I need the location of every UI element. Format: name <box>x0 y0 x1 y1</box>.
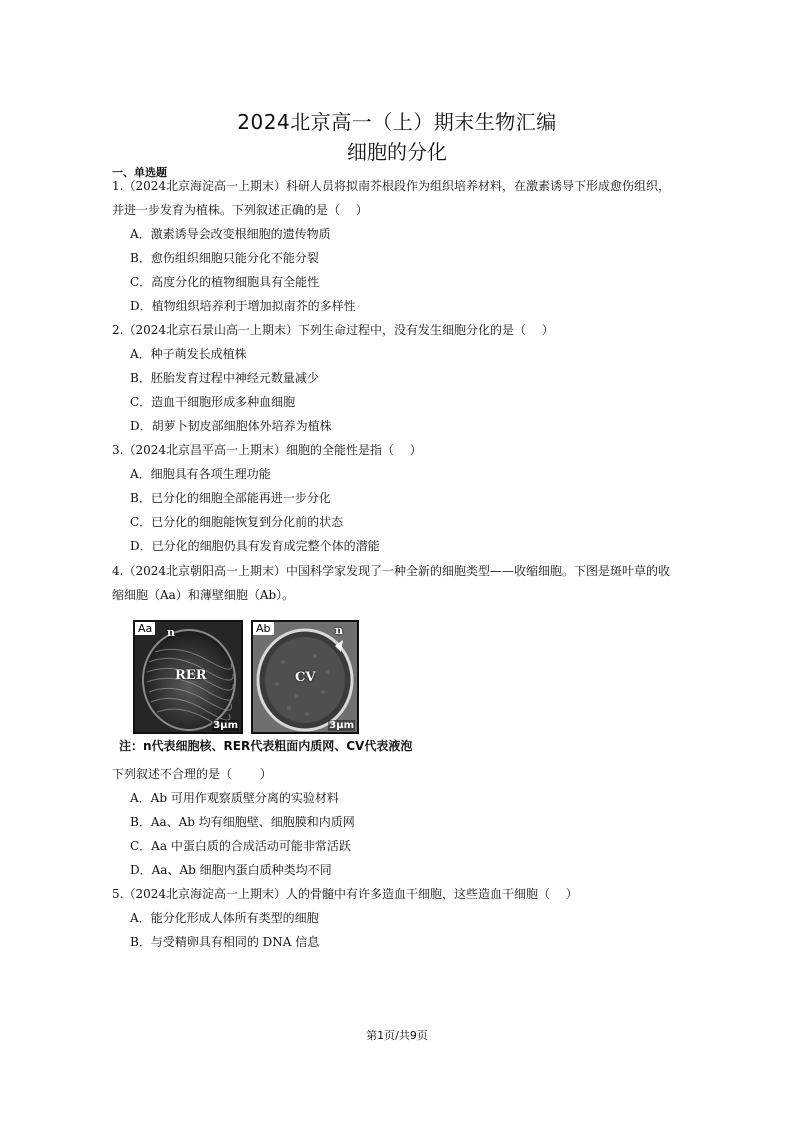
micrograph-ab-cv-label: CV <box>295 670 316 685</box>
question-4-option-a: A．Ab 可用作观察质壁分离的实验材料 <box>130 791 339 805</box>
question-3-option-a: A．细胞具有各项生理功能 <box>130 467 271 481</box>
micrograph-aa <box>133 620 243 734</box>
question-2-option-d: D．胡萝卜韧皮部细胞体外培养为植株 <box>130 419 332 433</box>
question-4-stem-line-1: 4.（2024北京朝阳高一上期末）中国科学家发现了一种全新的细胞类型——收缩细胞。下图是斑叶草的收 <box>112 564 670 578</box>
question-1-option-b: B．愈伤组织细胞只能分化不能分裂 <box>130 251 319 265</box>
document-title: 2024北京高一（上）期末生物汇编 <box>237 110 557 134</box>
question-2-option-b: B．胚胎发育过程中神经元数量减少 <box>130 371 319 385</box>
question-4-stem-after: 下列叙述不合理的是（ ） <box>112 767 272 781</box>
question-1-option-a: A．激素诱导会改变根细胞的遗传物质 <box>130 227 331 241</box>
question-1-stem-line-1: 1.（2024北京海淀高一上期末）科研人员将拟南芥根段作为组织培养材料，在激素诱导下形成愈伤组织， <box>112 179 670 193</box>
question-5-stem: 5.（2024北京海淀高一上期末）人的骨髓中有许多造血干细胞，这些造血干细胞（ ） <box>112 887 578 901</box>
micrograph-ab-tag: Ab <box>253 622 274 635</box>
micrograph-aa-scale: 3μm <box>213 720 238 731</box>
micrograph-ab-scale: 3μm <box>329 720 354 731</box>
page-footer: 第1页/共9页 <box>366 1029 428 1042</box>
micrograph-aa-nucleus-label: n <box>167 626 175 639</box>
question-4-option-d: D．Aa、Ab 细胞内蛋白质种类均不同 <box>130 863 332 877</box>
question-1-option-c: C．高度分化的植物细胞具有全能性 <box>130 275 320 289</box>
question-2-stem: 2.（2024北京石景山高一上期末）下列生命过程中，没有发生细胞分化的是（ ） <box>112 323 554 337</box>
figure-caption: 注：n代表细胞核、RER代表粗面内质网、CV代表液泡 <box>119 739 413 753</box>
section-heading: 一、单选题 <box>112 166 167 179</box>
micrograph-aa-rer-label: RER <box>175 668 207 683</box>
question-4-option-b: B．Aa、Ab 均有细胞壁、细胞膜和内质网 <box>130 815 355 829</box>
question-4-stem-line-2: 缩细胞（Aa）和薄壁细胞（Ab）。 <box>112 588 295 602</box>
question-5-option-a: A．能分化形成人体所有类型的细胞 <box>130 911 319 925</box>
question-3-stem: 3.（2024北京昌平高一上期末）细胞的全能性是指（ ） <box>112 443 422 457</box>
question-4-option-c: C．Aa 中蛋白质的合成活动可能非常活跃 <box>130 839 351 853</box>
question-1-option-d: D．植物组织培养利于增加拟南芥的多样性 <box>130 299 356 313</box>
micrograph-aa-tag: Aa <box>135 622 155 635</box>
question-2-option-a: A．种子萌发长成植株 <box>130 347 247 361</box>
micrograph-ab-nucleus-label: n <box>335 624 343 637</box>
question-3-option-b: B．已分化的细胞全部能再进一步分化 <box>130 491 331 505</box>
document-subtitle: 细胞的分化 <box>347 140 447 164</box>
question-5-option-b: B．与受精卵具有相同的 DNA 信息 <box>130 935 320 949</box>
question-1-stem-line-2: 并进一步发育为植株。下列叙述正确的是（ ） <box>112 203 368 217</box>
micrograph-ab <box>251 620 359 734</box>
question-3-option-c: C．已分化的细胞能恢复到分化前的状态 <box>130 515 344 529</box>
question-3-option-d: D．已分化的细胞仍具有发育成完整个体的潜能 <box>130 539 380 553</box>
question-2-option-c: C．造血干细胞形成多种血细胞 <box>130 395 296 409</box>
